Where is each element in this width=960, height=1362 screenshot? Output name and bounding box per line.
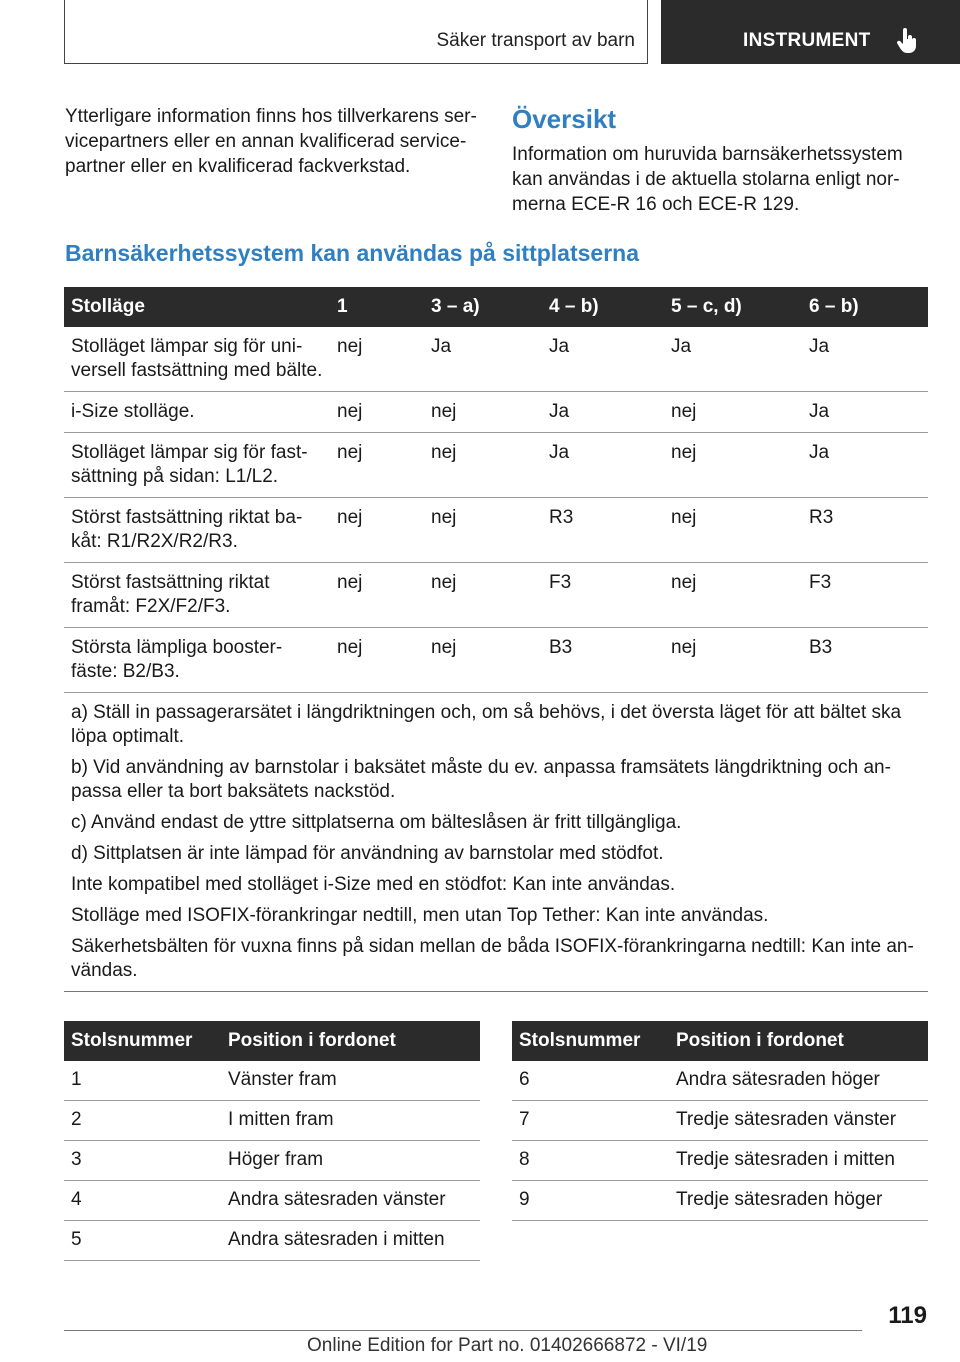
header-section-title: Säker transport av barn: [436, 30, 635, 51]
table-cell: nej: [664, 498, 802, 563]
table-cell: nej: [424, 563, 542, 628]
overview-heading: Översikt: [512, 104, 617, 134]
table-cell: 9: [512, 1181, 669, 1221]
table-cell: Tredje sätesraden i mitten: [669, 1141, 928, 1181]
footer-divider: [64, 1330, 862, 1331]
footnote: c) Använd endast de yttre sittplatserna om bälteslåsen är fritt tillgängliga.: [71, 812, 682, 833]
table-cell: Ja: [542, 433, 664, 498]
seat-number-table-left: [64, 1021, 480, 1261]
table-cell: Ja: [802, 392, 928, 433]
table-cell: Stolläget lämpar sig för uni-versell fastsättning med bälte.: [64, 327, 330, 392]
table-row: [64, 563, 928, 628]
table-row: [64, 433, 928, 498]
table-header-row: [64, 287, 928, 327]
table-cell: Ja: [542, 392, 664, 433]
table-cell: R3: [542, 498, 664, 563]
table-cell: Andra sätesraden vänster: [221, 1181, 480, 1221]
table-cell: B3: [542, 628, 664, 693]
table-cell: nej: [664, 392, 802, 433]
page-number: 119: [888, 1302, 927, 1329]
footnote: d) Sittplatsen är inte lämpad för användning av barnstolar med stödfot.: [71, 843, 664, 864]
table-cell: Ja: [802, 433, 928, 498]
overview-paragraph: Information om huruvida barnsäkerhetssystem kan användas i de aktuella stolarna enligt nor-merna ECE-R 16 och ECE-R 129.: [512, 144, 903, 215]
table-row: [64, 1061, 480, 1101]
footnote: Säkerhetsbälten för vuxna finns på sidan mellan de båda ISOFIX-förankringarna nedtill: Kan inte an-vändas.: [71, 936, 914, 981]
hand-pointer-icon: [896, 28, 920, 54]
table-row: [64, 327, 928, 392]
table-cell: Höger fram: [221, 1141, 480, 1181]
table-row: [512, 1101, 928, 1141]
table-cell: Störst fastsättning riktat ba-kåt: R1/R2X/R2/R3.: [64, 498, 330, 563]
table-cell: 2: [64, 1101, 221, 1141]
table-cell: 1: [64, 1061, 221, 1101]
table-cell: I mitten fram: [221, 1101, 480, 1141]
table-cell: B3: [802, 628, 928, 693]
table-cell: Störst fastsättning riktat framåt: F2X/F2/F3.: [64, 563, 330, 628]
table-row: [64, 1141, 480, 1181]
table-footnote-row: [64, 693, 928, 992]
table-cell: Andra sätesraden i mitten: [221, 1221, 480, 1261]
footnote: Inte kompatibel med stolläget i-Size med en stödfot: Kan inte användas.: [71, 874, 676, 895]
column-header: 6 – b): [802, 287, 928, 327]
header-chapter-label: INSTRUMENT: [743, 30, 871, 51]
table-cell: R3: [802, 498, 928, 563]
table-cell: Andra sätesraden höger: [669, 1061, 928, 1101]
table-cell: Ja: [802, 327, 928, 392]
table-cell: Ja: [542, 327, 664, 392]
table-footnotes: [64, 693, 928, 992]
table-cell: Tredje sätesraden vänster: [669, 1101, 928, 1141]
footnote: Stolläge med ISOFIX-förankringar nedtill, men utan Top Tether: Kan inte användas.: [71, 905, 769, 926]
table-cell: nej: [424, 498, 542, 563]
table-cell: i-Size stolläge.: [64, 392, 330, 433]
table-cell: nej: [330, 392, 424, 433]
table-cell: 8: [512, 1141, 669, 1181]
table-cell: nej: [424, 433, 542, 498]
table-cell: Största lämpliga booster-fäste: B2/B3.: [64, 628, 330, 693]
section-heading: Barnsäkerhetssystem kan användas på sittplatserna: [65, 240, 639, 266]
table-row: [64, 392, 928, 433]
table-row: [64, 1101, 480, 1141]
table-cell: nej: [664, 563, 802, 628]
table-cell: nej: [330, 628, 424, 693]
header-chapter-tab[interactable]: [661, 0, 960, 64]
table-cell: nej: [330, 498, 424, 563]
table-row: [512, 1181, 928, 1221]
column-header: Stolsnummer: [512, 1021, 669, 1061]
table-row: [64, 628, 928, 693]
column-header: 3 – a): [424, 287, 542, 327]
header-section-box: [64, 0, 648, 64]
table-cell: Tredje sätesraden höger: [669, 1181, 928, 1221]
table-cell: Ja: [664, 327, 802, 392]
column-header: Position i fordonet: [221, 1021, 480, 1061]
seat-number-table-right: [512, 1021, 928, 1221]
table-cell: nej: [664, 433, 802, 498]
footnote: a) Ställ in passagerarsätet i längdriktningen och, om så behövs, i det översta läget för att bältet ska löpa optimalt.: [71, 702, 902, 747]
column-header: 1: [330, 287, 424, 327]
table-header-row: [512, 1021, 928, 1061]
table-cell: nej: [330, 563, 424, 628]
column-header: 5 – c, d): [664, 287, 802, 327]
table-cell: Stolläget lämpar sig för fast-sättning på sidan: L1/L2.: [64, 433, 330, 498]
table-row: [64, 1181, 480, 1221]
table-row: [64, 498, 928, 563]
table-row: [512, 1061, 928, 1101]
column-header: 4 – b): [542, 287, 664, 327]
table-cell: 7: [512, 1101, 669, 1141]
seat-suitability-table: [64, 287, 928, 992]
table-cell: nej: [424, 392, 542, 433]
table-cell: 6: [512, 1061, 669, 1101]
footnote: b) Vid användning av barnstolar i baksätet måste du ev. anpassa framsätets längdriktning och an-passa eller ta bort baksätets nackstöd.: [71, 757, 891, 802]
table-cell: 5: [64, 1221, 221, 1261]
table-cell: nej: [664, 628, 802, 693]
column-header: Position i fordonet: [669, 1021, 928, 1061]
table-row: [512, 1141, 928, 1181]
table-row: [64, 1221, 480, 1261]
table-cell: 3: [64, 1141, 221, 1181]
table-cell: Ja: [424, 327, 542, 392]
table-cell: F3: [542, 563, 664, 628]
table-header-row: [64, 1021, 480, 1061]
intro-paragraph: Ytterligare information finns hos tillverkarens ser-vicepartners eller en annan kvalificerad service-partner eller en kvalificerad fackverkstad.: [65, 106, 477, 177]
table-cell: F3: [802, 563, 928, 628]
column-header: Stolsnummer: [64, 1021, 221, 1061]
table-cell: Vänster fram: [221, 1061, 480, 1101]
table-cell: nej: [424, 628, 542, 693]
table-cell: nej: [330, 433, 424, 498]
table-cell: 4: [64, 1181, 221, 1221]
column-header: Stolläge: [64, 287, 330, 327]
footer-edition-text: Online Edition for Part no. 01402666872 - VI/19: [307, 1335, 708, 1356]
table-cell: nej: [330, 327, 424, 392]
